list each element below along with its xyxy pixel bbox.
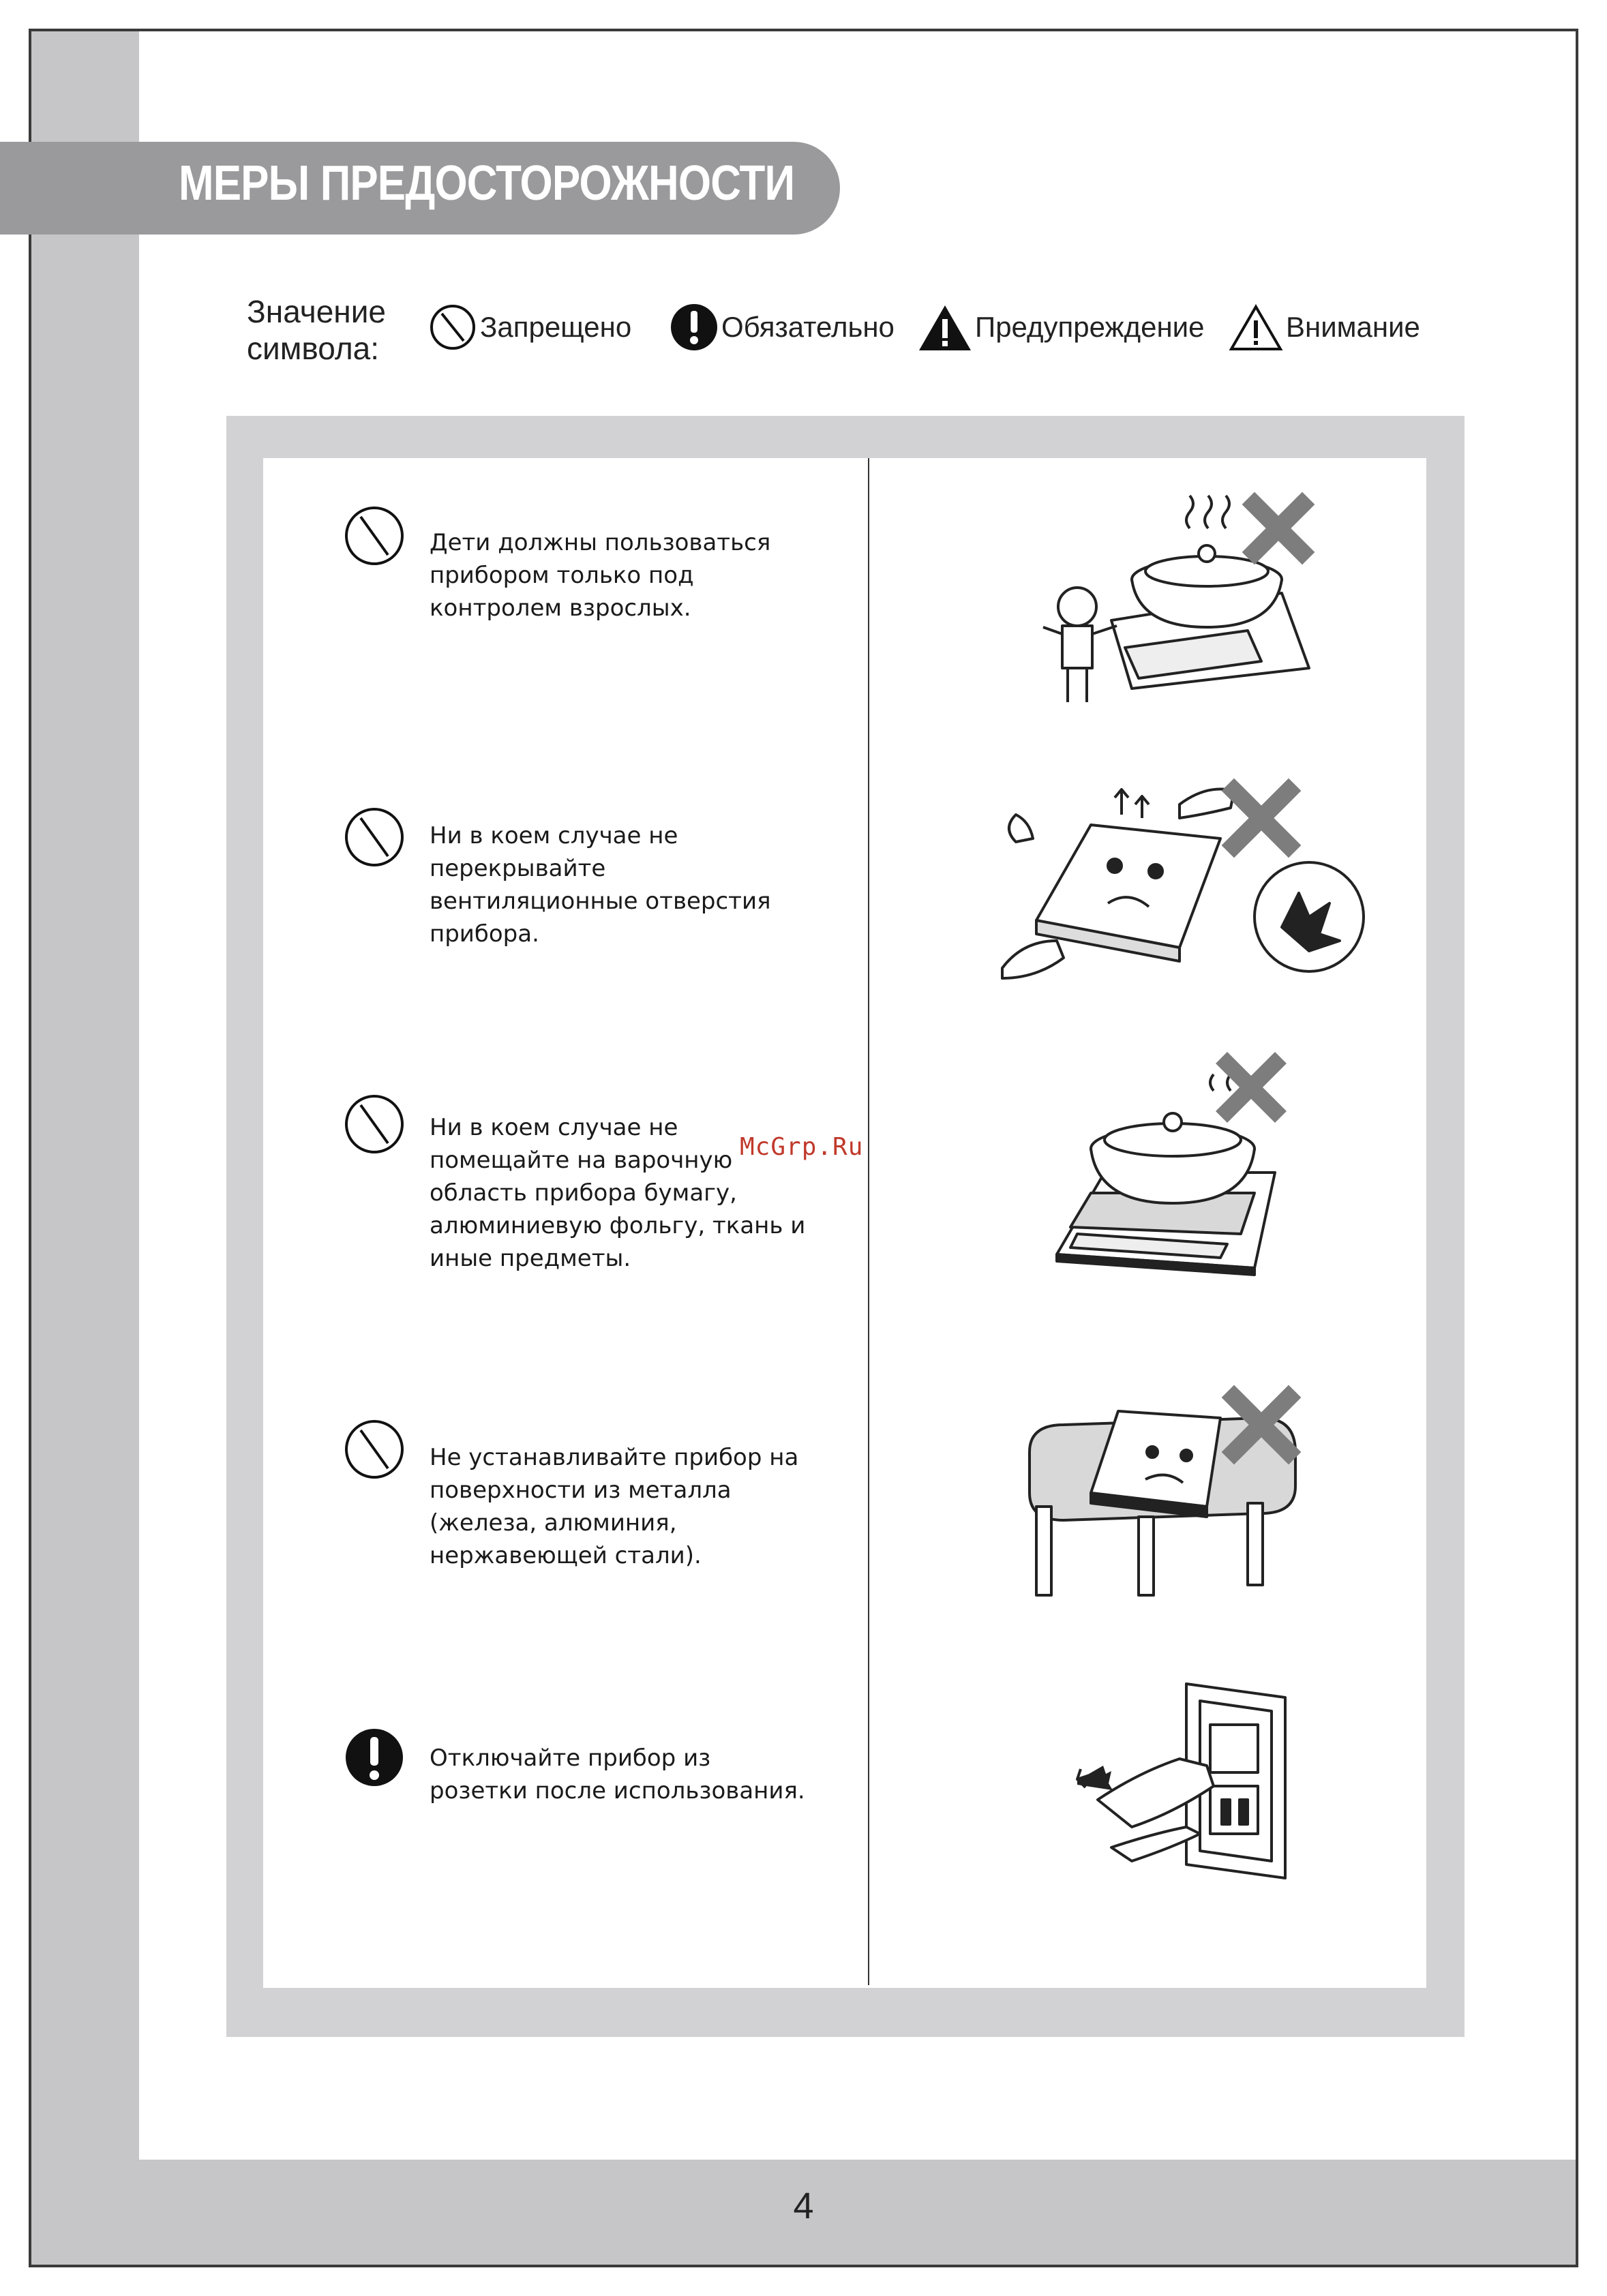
page-number: 4 [793,2186,814,2226]
prohibited-icon [343,504,406,567]
warning-filled-icon [918,303,972,352]
child-near-cooktop-illustration [1023,491,1323,716]
left-side-band [31,31,139,2265]
row-2-text: Ни в коем случае не перекрывайте вентиляционные отверстия прибора. [430,822,771,948]
prohibited-icon [428,303,477,352]
legend-label-caution: Внимание [1286,311,1420,343]
legend-item-caution [1229,300,1420,354]
watermark: McGrp.Ru [740,1133,864,1161]
cooktop-on-metal-table-illustration [1002,1377,1336,1602]
mandatory-icon [343,1726,406,1789]
legend-label-mandatory: Обязательно [721,311,895,343]
foil-under-pot-illustration [1050,1050,1302,1282]
mandatory-icon [670,303,719,352]
caution-outline-icon [1229,303,1283,352]
legend-label-warning: Предупреждение [975,311,1205,343]
column-divider [868,458,869,1985]
row-4-text: Не устанавливайте прибор на поверхности из металла (железа, алюминия, нержавеющей стали). [430,1444,799,1569]
row-3-text: Ни в коем случае не помещайте на варочную область прибора бумагу, алюминиевую фольгу, ткань и иные предметы. [430,1114,806,1272]
legend-item-warning [918,300,1204,354]
legend-item-mandatory [670,300,895,354]
legend-item-prohibited [428,300,631,354]
page-title: МЕРЫ ПРЕДОСТОРОЖНОСТИ [179,156,795,211]
blocked-vents-illustration [975,777,1370,995]
prohibited-icon [343,1418,406,1481]
prohibited-icon [343,1093,406,1155]
unplug-from-socket-illustration [1070,1670,1295,1888]
row-1-text: Дети должны пользоваться прибором только под контролем взрослых. [430,529,771,622]
row-5-text: Отключайте прибор из розетки после использования. [430,1744,805,1804]
legend-caption: Значение символа: [247,294,386,366]
legend-label-prohibited: Запрещено [480,311,632,343]
prohibited-icon [343,806,406,868]
